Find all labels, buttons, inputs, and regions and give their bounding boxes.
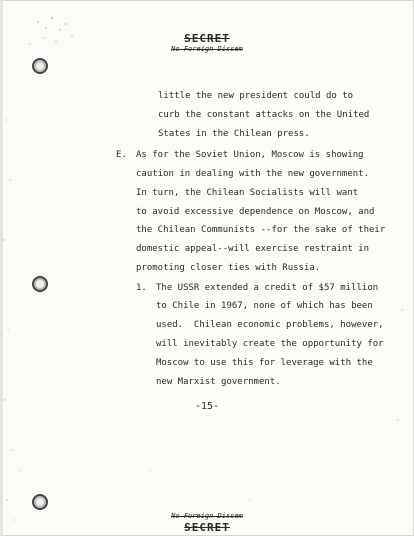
item-1-line-4: will inevitably create the opportunity for <box>156 339 384 349</box>
section-e-line-7: promoting closer ties with Russia. <box>136 263 321 273</box>
continuation-line-3: States in the Chilean press. <box>158 129 310 139</box>
header-classification: SECRET <box>184 32 230 45</box>
section-e-line-2: caution in dealing with the new government. <box>136 169 369 179</box>
item-1-line-6: new Marxist government. <box>156 377 281 387</box>
header-handling: No Foreign Dissem <box>171 45 243 53</box>
item-1-line-1: The USSR extended a credit of $57 million <box>156 283 379 293</box>
punch-hole-middle <box>32 276 48 292</box>
item-1-line-3: used. Chilean economic problems, however, <box>156 320 384 330</box>
section-e-line-4: to avoid excessive dependence on Moscow, and <box>136 207 375 217</box>
footer-classification: SECRET <box>184 521 230 534</box>
section-e-line-3: In turn, the Chilean Socialists will want <box>136 188 359 198</box>
section-e-line-5: the Chilean Communists --for the sake of their <box>136 225 386 235</box>
item-1-marker: 1. <box>136 283 147 293</box>
punch-hole-bottom <box>32 494 48 510</box>
continuation-line-1: little the new president could do to <box>158 91 354 101</box>
continuation-line-2: curb the constant attacks on the United <box>158 110 370 120</box>
section-e-line-1: As for the Soviet Union, Moscow is showing <box>136 150 364 160</box>
punch-hole-top <box>32 58 48 74</box>
item-1-line-2: to Chile in 1967, none of which has been <box>156 301 373 311</box>
item-1-line-5: Moscow to use this for leverage with the <box>156 358 373 368</box>
footer-handling: No Foreign Dissem <box>171 512 243 520</box>
section-e-line-6: domestic appeal--will exercise restraint in <box>136 244 369 254</box>
section-e-marker: E. <box>116 150 127 160</box>
page-number: -15- <box>194 401 220 412</box>
